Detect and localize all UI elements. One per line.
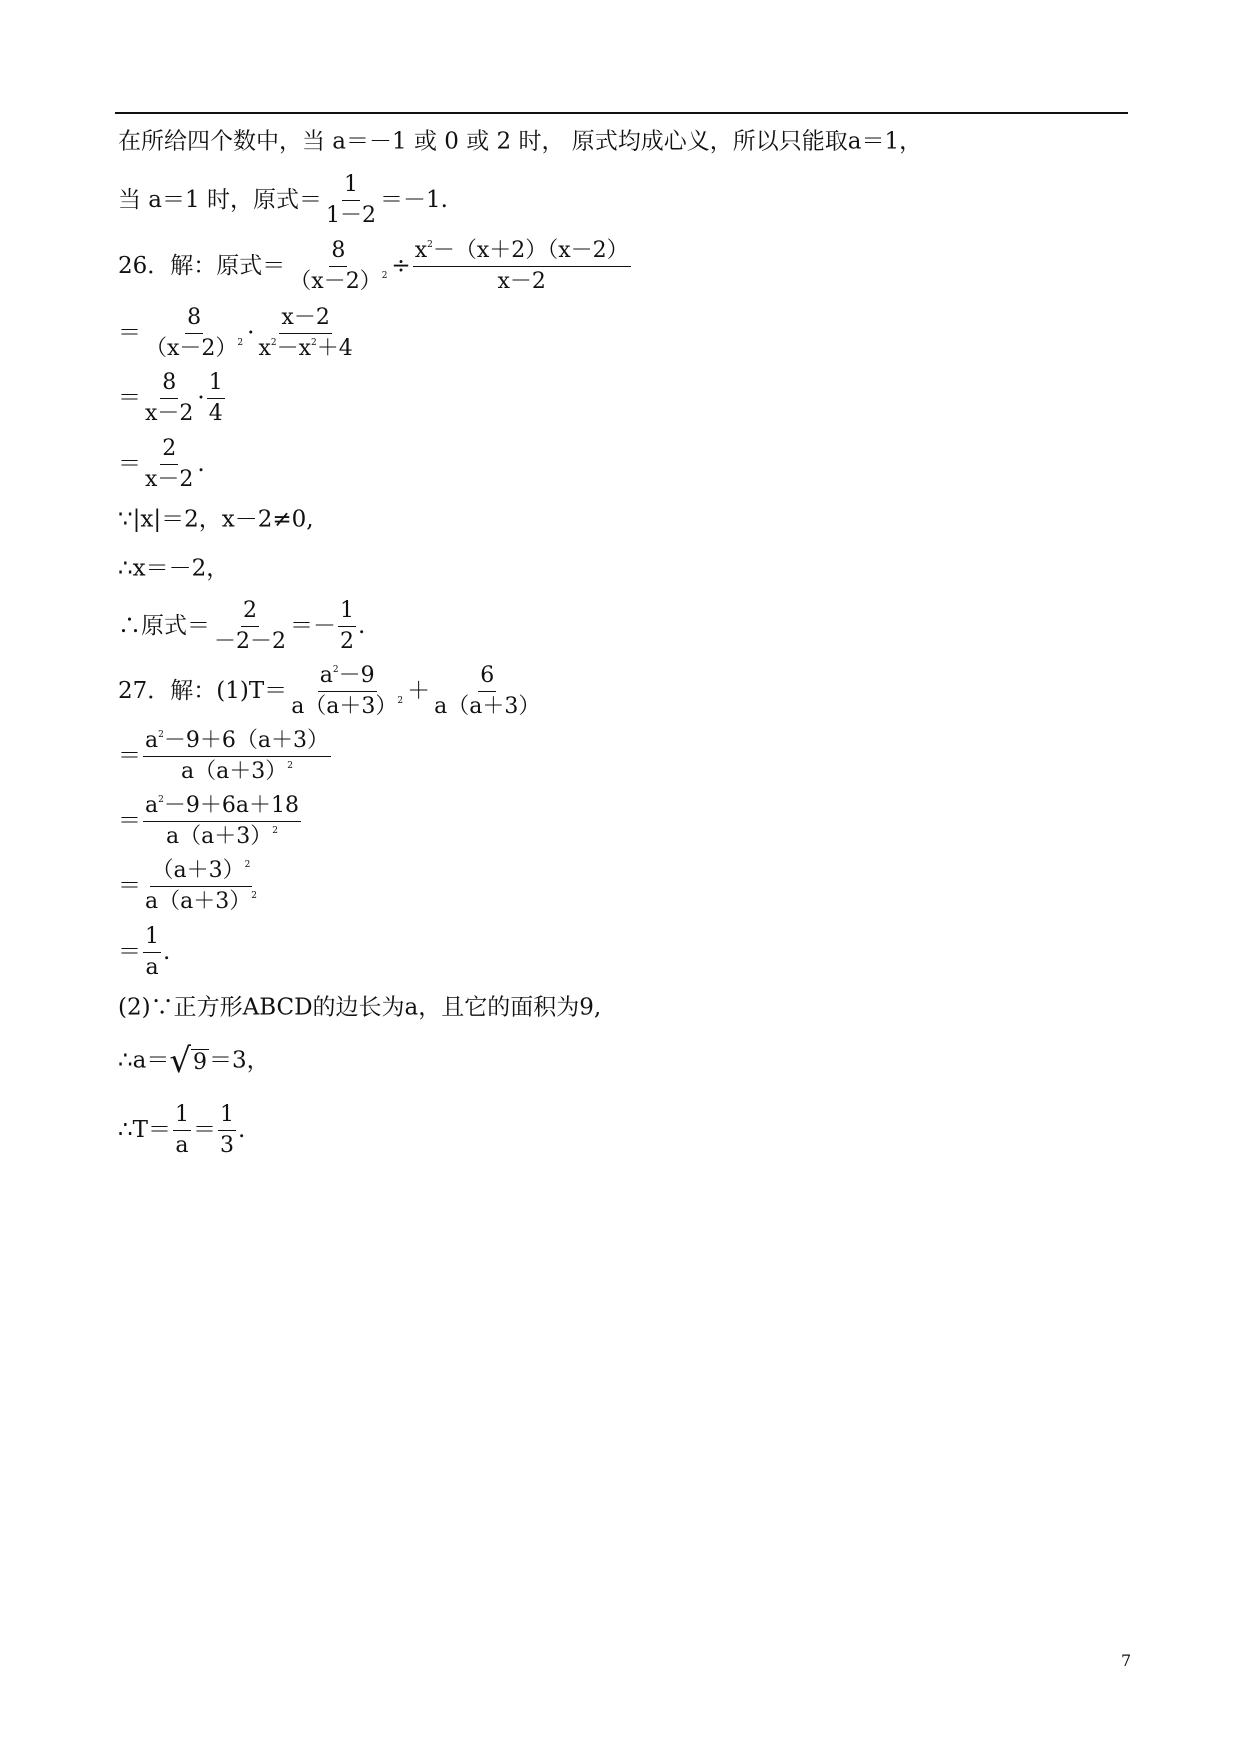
operator: ÷ [391,253,411,279]
fraction [212,596,288,657]
text-line-13 [118,856,261,917]
text-line-2 [118,170,448,231]
denominator: 2 [340,629,354,654]
line-prefix: 当 a＝1 时，原式＝ [118,187,322,213]
header-rule [115,112,1128,114]
line-prefix: ＝ [118,451,141,477]
denominator: $a(a+3)^2$ [166,824,278,849]
square-root [169,1041,209,1081]
numerator: 1 [338,596,356,627]
operator: ＋ [407,678,431,704]
line-suffix: . [197,451,205,477]
fraction [289,661,405,722]
denominator: x－2 [145,401,194,426]
line-prefix: ＝ [118,873,141,899]
denominator: $a(a+3)^2$ [291,694,404,719]
text-line-4 [118,303,357,364]
fraction [143,303,245,364]
line-suffix: ＝－1. [379,187,448,213]
fraction [173,1100,191,1161]
denominator: $x^2-x^2+4$ [258,336,353,361]
denominator: －2－2 [214,629,286,654]
numerator: 1 [207,368,225,399]
operator: · [247,320,255,346]
line-prefix: ＝ [118,939,141,965]
text-line-12 [118,791,303,852]
fraction [432,661,542,722]
numerator: 2 [241,596,259,627]
numerator: $a^2-9$ [318,661,377,692]
denominator: 3 [219,1133,234,1158]
line-suffix: . [358,613,366,639]
denominator: a（a＋3） [434,694,541,719]
problem-26-line [118,236,633,297]
denominator: $(x-2)^2$ [289,269,388,294]
numerator: 1 [218,1100,236,1131]
line-text: 在所给四个数中，当 a＝－1 或 0 或 2 时， 原式均成心义，所以只能取a＝1， [118,128,923,155]
fraction [413,236,631,297]
line-prefix: 27．解：(1)T＝ [118,678,288,704]
fraction [207,368,225,429]
numerator: 1 [342,170,360,201]
fraction [256,303,354,364]
fraction [218,1100,236,1161]
fraction [287,236,389,297]
line-prefix: ∴T＝ [118,1117,171,1143]
fraction [143,922,161,983]
fraction [143,791,301,852]
line-text: ∴x＝－2， [118,555,230,582]
text-line-17 [118,1100,245,1161]
text-line-1 [118,130,922,154]
page-number: 7 [1121,1651,1132,1670]
denominator: $a(a+3)^2$ [181,759,293,784]
numerator: 8 [160,368,178,399]
line-middle: ＝－ [290,613,336,639]
fraction [143,856,259,917]
numerator: $a^2-9+6a+18$ [143,791,301,822]
text-line-14 [118,922,170,983]
problem-27-line [118,661,544,722]
line-prefix: ＝ [118,385,141,411]
text-line-11 [118,726,333,787]
line-prefix: ＝ [118,320,141,346]
line-prefix: ＝ [118,743,141,769]
denominator: a [145,955,159,980]
fraction [338,596,356,657]
line-prefix: ∴a＝ [118,1047,170,1074]
fraction [143,368,195,429]
text-line-9 [118,596,365,657]
numerator: 1 [173,1100,191,1131]
line-prefix: 26．解：原式＝ [118,253,286,279]
numerator: 1 [143,922,161,953]
text-line-16 [118,1041,270,1081]
text-line-8 [118,557,229,581]
denominator: x－2 [497,269,546,294]
numerator: x－2 [279,303,331,334]
numerator: 8 [329,236,347,267]
fraction [143,434,195,495]
numerator: 6 [478,661,496,692]
line-prefix: ＝ [118,808,141,834]
denominator: a [175,1133,189,1158]
radical-icon: √ [169,1041,192,1081]
line-prefix: ∴原式＝ [118,613,210,639]
fraction [324,170,378,231]
numerator: $x^2-(x+2)(x-2)$ [413,236,631,267]
radicand: 9 [193,1050,208,1075]
denominator: 4 [208,401,223,426]
denominator: $a(a+3)^2$ [145,889,257,914]
operator: · [197,385,205,411]
text-line-5 [118,368,227,429]
line-suffix: . [237,1117,246,1143]
numerator: 8 [185,303,203,334]
text-line-15 [118,996,601,1020]
line-suffix: . [163,939,171,965]
denominator: $(x-2)^2$ [145,336,244,361]
denominator: 1－2 [325,203,376,228]
numerator: $a^2-9+6(a+3)$ [143,726,331,757]
numerator: $(a+3)^2$ [150,856,253,887]
denominator: x－2 [145,467,194,492]
text-line-7 [118,508,314,532]
line-suffix: ＝3， [209,1047,270,1074]
line-text: ∵|x|＝2，x－2≠0, [118,506,314,533]
text-line-6 [118,434,205,495]
numerator: 2 [160,434,178,465]
line-text: (2)∵正方形ABCD的边长为a，且它的面积为9, [118,994,602,1021]
fraction [143,726,331,787]
line-middle: ＝ [192,1117,216,1143]
